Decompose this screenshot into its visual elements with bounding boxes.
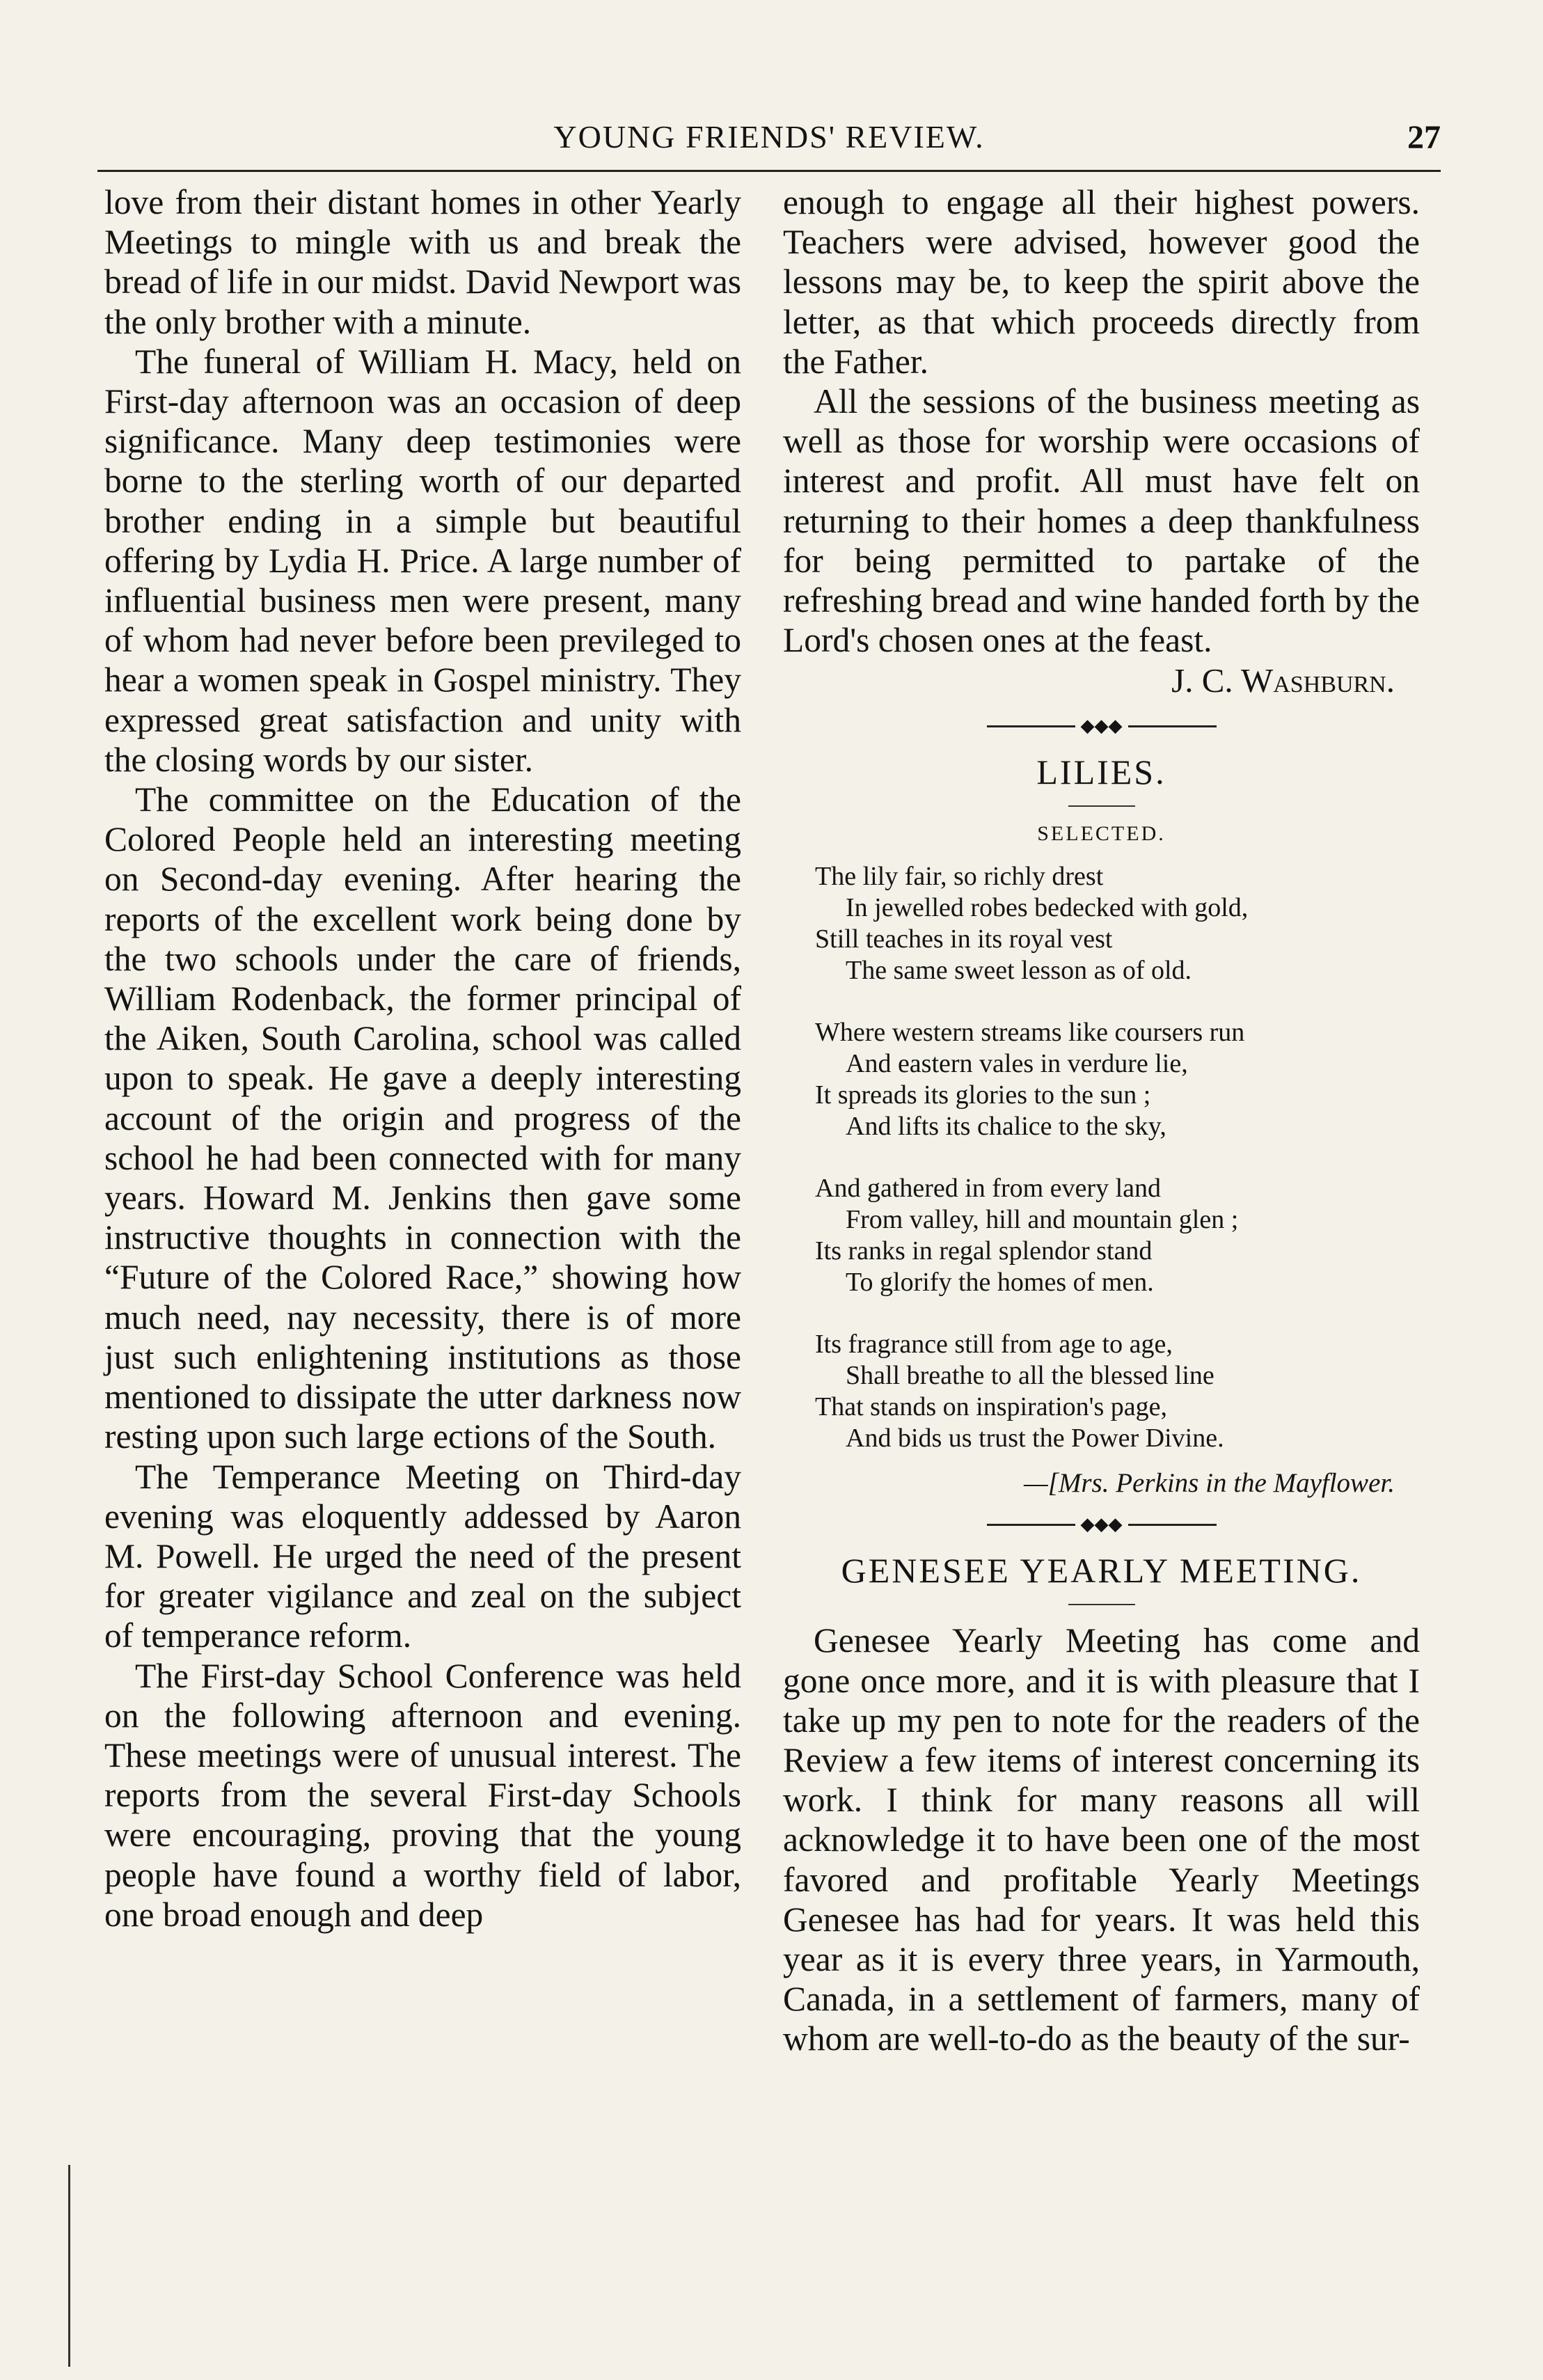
selected-label: SELECTED. [1037,822,1166,846]
paragraph: The funeral of William H. Macy, held on First-day afternoon was an occasion of deep significance. Many deep testimonies were borne to the sterling worth of our departed brother ending in a simple but beautiful offering by Lydia H. Price. A large number of influential business men were present, many of whom had never before been previleged to hear a women speak in Gospel ministry. They expressed great satisfaction and unity with the closing words by our sister. [104,342,741,779]
poem-line: And eastern vales in verdure lie, [846,1049,1188,1079]
poem-stanza [815,861,1420,986]
paragraph: All the sessions of the business meeting as well as those for worship were occasions of interest and profit. All must have felt on returning to their homes a deep thankfulness for being permitted to partake of the refreshing bread and wine handed forth by the Lord's chosen ones at the feast. [783,382,1420,660]
poem-line: It spreads its glories to the sun ; [815,1080,1151,1110]
author-signature: J. C. Washburn. [1171,661,1395,700]
paragraph: The First-day School Conference was held on the following afternoon and evening. These meetings were of unusual interest. The reports from the several First-day Schools were encouraging, proving that the young people have found a worthy field of labor, one broad enough and deep [104,1656,741,1934]
article-title: GENESEE YEARLY MEETING. [841,1551,1362,1591]
ornamental-divider [987,1514,1217,1535]
poem [815,861,1420,1454]
poem-line: Its ranks in regal splendor stand [815,1236,1153,1266]
left-column [104,182,741,1934]
poem-line: In jewelled robes bedecked with gold, [846,893,1249,923]
paragraph: Genesee Yearly Meeting has come and gone once more, and it is with pleasure that I take up my pen to note for the readers of the Review a few items of interest concerning its work. I think for many reasons all will acknowledge it to have been one of the most favored and profitable Yearly Meetings Genesee has had for years. It was held this year as it is every three years, in Yarmouth, Canada, in a settlement of farmers, many of whom are well-to-do as the beauty of the sur- [783,1621,1420,2058]
poem-line: Its fragrance still from age to age, [815,1330,1173,1360]
paragraph: The Temperance Meeting on Third-day evening was eloquently addessed by Aaron M. Powell. He urged the need of the present for greater vigilance and zeal on the subject of temperance reform. [104,1457,741,1655]
poem-attribution: —[Mrs. Perkins in the Mayflower. [1024,1468,1395,1499]
title-rule [1068,805,1135,807]
poem-stanza [815,1173,1420,1298]
page-number: 27 [1407,119,1441,156]
poem-line: To glorify the homes of men. [846,1268,1154,1298]
paragraph: enough to engage all their highest powers. Teachers were advised, however good the lessons may be, to keep the spirit above the letter, as that which proceeds directly from the Father. [783,183,1420,381]
header-rule [97,170,1441,172]
poem-line: Still teaches in its royal vest [815,924,1113,954]
poem-line: And bids us trust the Power Divine. [846,1424,1224,1453]
poem-line: The same sweet lesson as of old. [846,956,1192,986]
poem-line: Shall breathe to all the blessed line [846,1361,1214,1391]
running-title: YOUNG FRIENDS' REVIEW. [553,119,985,155]
margin-line [68,2165,70,2367]
right-column [783,182,1420,2059]
poem-stanza [815,1329,1420,1454]
poem-line: That stands on inspiration's page, [815,1392,1168,1422]
poem-line: Where western streams like coursers run [815,1018,1245,1048]
paragraph: love from their distant homes in other Yearly Meetings to mingle with us and break the bread of life in our midst. David Newport was the only brother with a minute. [104,183,741,341]
ornament-icon: ◆◆◆ [1075,1515,1128,1534]
poem-line: The lily fair, so richly drest [815,862,1104,892]
ornament-icon: ◆◆◆ [1075,717,1128,735]
poem-line: From valley, hill and mountain glen ; [846,1205,1239,1235]
poem-stanza [815,1017,1420,1142]
poem-title: LILIES. [1036,752,1166,792]
ornamental-divider [987,716,1217,736]
poem-line: And lifts its chalice to the sky, [846,1112,1166,1142]
paragraph: The committee on the Education of the Colored People held an interesting meeting on Second-day evening. After hearing the reports of the excellent work being done by the two schools under the care of friends, William Rodenback, the former principal of the Aiken, South Carolina, school was called upon to speak. He gave a deeply interesting account of the origin and progress of the school he had been connected with for many years. Howard M. Jenkins then gave some instructive thoughts in connection with the “Future of the Colored Race,” showing how much need, nay necessity, there is of more just such enlightening institutions as those mentioned to dissipate the utter darkness now resting upon such large ections of the South. [104,780,741,1456]
title-rule [1068,1604,1135,1605]
page-header [97,118,1441,164]
poem-line: And gathered in from every land [815,1174,1161,1204]
